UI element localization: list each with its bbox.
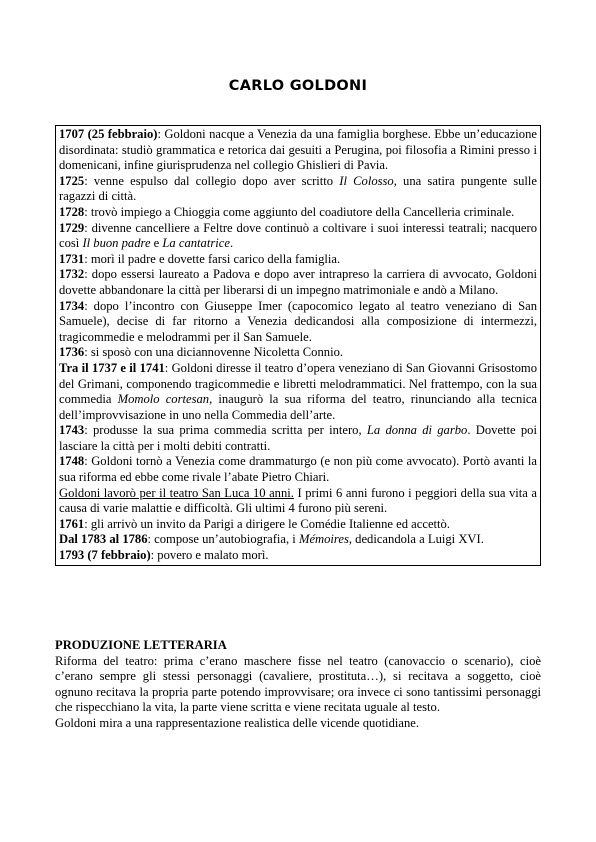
entry-text: : trovò impiego a Chioggia come aggiunto del coadiutore della Cancelleria criminale. [84, 204, 515, 219]
entry-text: : morì il padre e dovette farsi carico della famiglia. [84, 251, 341, 266]
entry-date: 1761 [59, 516, 85, 531]
work-title: La cantatrice [162, 236, 230, 251]
entry-date: Tra il 1737 e il 1741 [59, 360, 165, 375]
entry-date: 1734 [59, 298, 85, 313]
entry-date: Dal 1783 al 1786 [59, 532, 148, 547]
entry-date: 1793 (7 febbraio) [59, 548, 151, 563]
entry-text: : compose un’autobiografia, i [147, 532, 299, 547]
entry-text: , inaugurò la sua riforma del teatro, rinunciando alla tecnica dell’improvvisazione in uno nella Commedia dell’arte. [59, 392, 538, 422]
timeline-entry-1737-1741 [59, 361, 537, 423]
entry-text: : Goldoni diresse il teatro d’opera veneziano di San Giovanni Grisostomo del Grimani, componendo tragicommedie e libretti melodrammatici. Nel frattempo, con la sua commedia [59, 360, 537, 407]
section-paragraph: Goldoni mira a una rappresentazione realistica delle vicende quotidiane. [55, 715, 420, 730]
work-title: La donna di garbo [366, 423, 468, 438]
entry-date: 1707 (25 febbraio) [59, 127, 158, 141]
timeline-entry-1783-1786 [59, 532, 537, 548]
entry-date: 1731 [59, 251, 85, 266]
entry-text: . [229, 236, 234, 251]
section-paragraph: Riforma del teatro: prima c’erano maschere fisse nel teatro (canovaccio o scenario), cioè c’erano sempre gli stessi personaggi (cavaliere, prostituta…), si recitava a soggetto, cioè ognuno recitava la propria parte potendo improvvisare; ora invece ci sono tantissimi personaggi che rispecchiano la vita, la parte viene scritta e viene recitata uguale al testo. [55, 653, 541, 715]
entry-date: 1728 [59, 204, 85, 219]
entry-text: : gli arrivò un invito da Parigi a dirigere le Comédie Italienne ed accettò. [84, 516, 450, 531]
timeline-entry-1748 [59, 454, 537, 485]
entry-text: : dopo l’incontro con Giuseppe Imer (capocomico legato al teatro veneziano di San Samuele), decise di far ritorno a Venezia dedicandosi alla composizione di intermezzi, tragicommedie e melodrammi per il San Samuele. [59, 298, 537, 344]
literary-production-section [55, 638, 541, 732]
entry-text: : Goldoni nacque a Venezia da una famiglia borghese. Ebbe un’educazione disordinata: studiò grammatica e retorica dai gesuiti a Perugina, poi filosofia a Rimini presso i domenicani, infine giurisprudenza nel collegio Ghislieri di Pavia. [59, 127, 537, 173]
work-title: Il Colosso [339, 173, 394, 188]
entry-text: : si sposò con una diciannovenne Nicoletta Connio. [84, 345, 344, 360]
entry-text: : produsse la sua prima commedia scritta per intero, [84, 423, 367, 438]
entry-text: : divenne cancelliere a Feltre dove continuò a coltivare i suoi interessi teatrali; nacquero così [59, 220, 537, 251]
work-title: Momolo cortesan [117, 392, 210, 407]
timeline-entry-1736 [59, 345, 537, 361]
entry-date: 1748 [59, 454, 85, 469]
timeline-entry-1731 [59, 252, 537, 268]
entry-text: : venne espulso dal collegio dopo aver scritto [84, 173, 340, 188]
entry-date: 1732 [59, 267, 85, 282]
entry-text: e [150, 236, 163, 251]
underlined-text: Goldoni lavorò per il teatro San Luca 10 anni. [59, 485, 294, 500]
work-title: Il buon padre [82, 236, 151, 251]
entry-text: . Dovette poi lasciare la città per i molti debiti contratti. [59, 423, 537, 453]
entry-date: 1725 [59, 173, 85, 188]
timeline-entry-1734 [59, 299, 537, 346]
entry-text: , una satira pungente sulle ragazzi di città. [59, 173, 538, 204]
timeline-entry-1761 [59, 517, 537, 533]
entry-date: 1729 [59, 220, 85, 235]
entry-date: 1743 [59, 423, 85, 438]
page-title: CARLO GOLDONI [228, 78, 368, 94]
timeline-entry-san-luca [59, 486, 537, 517]
timeline-box [55, 125, 541, 566]
entry-text: , dedicandola a Luigi XVI. [348, 532, 484, 547]
entry-date: 1736 [59, 345, 85, 360]
timeline-entry-1725 [59, 174, 537, 205]
timeline-entry-1729 [59, 221, 537, 252]
section-heading: PRODUZIONE LETTERARIA [55, 638, 227, 652]
entry-text: : Goldoni tornò a Venezia come drammaturgo (e non più come avvocato). Portò avanti la sua riforma ed ebbe come rivale l’abate Pietro Chiari. [59, 454, 537, 485]
entry-text: I primi 6 anni furono i peggiori della sua vita a causa di varie malattie e difficoltà. Gli ultimi 4 furono più sereni. [59, 485, 538, 516]
timeline-entry-1732 [59, 267, 537, 298]
work-title: Mémoires [298, 532, 349, 547]
entry-text: : povero e malato morì. [150, 548, 269, 563]
timeline-entry-1728 [59, 205, 537, 221]
timeline-entry-1707 [59, 127, 537, 174]
timeline-entry-1793 [59, 548, 537, 564]
timeline-entry-1743 [59, 423, 537, 454]
entry-text: : dopo essersi laureato a Padova e dopo aver intrapreso la carriera di avvocato, Goldoni dovette abbandonare la città per liberarsi di un impegno matrimoniale e andò a Milano. [59, 267, 537, 297]
